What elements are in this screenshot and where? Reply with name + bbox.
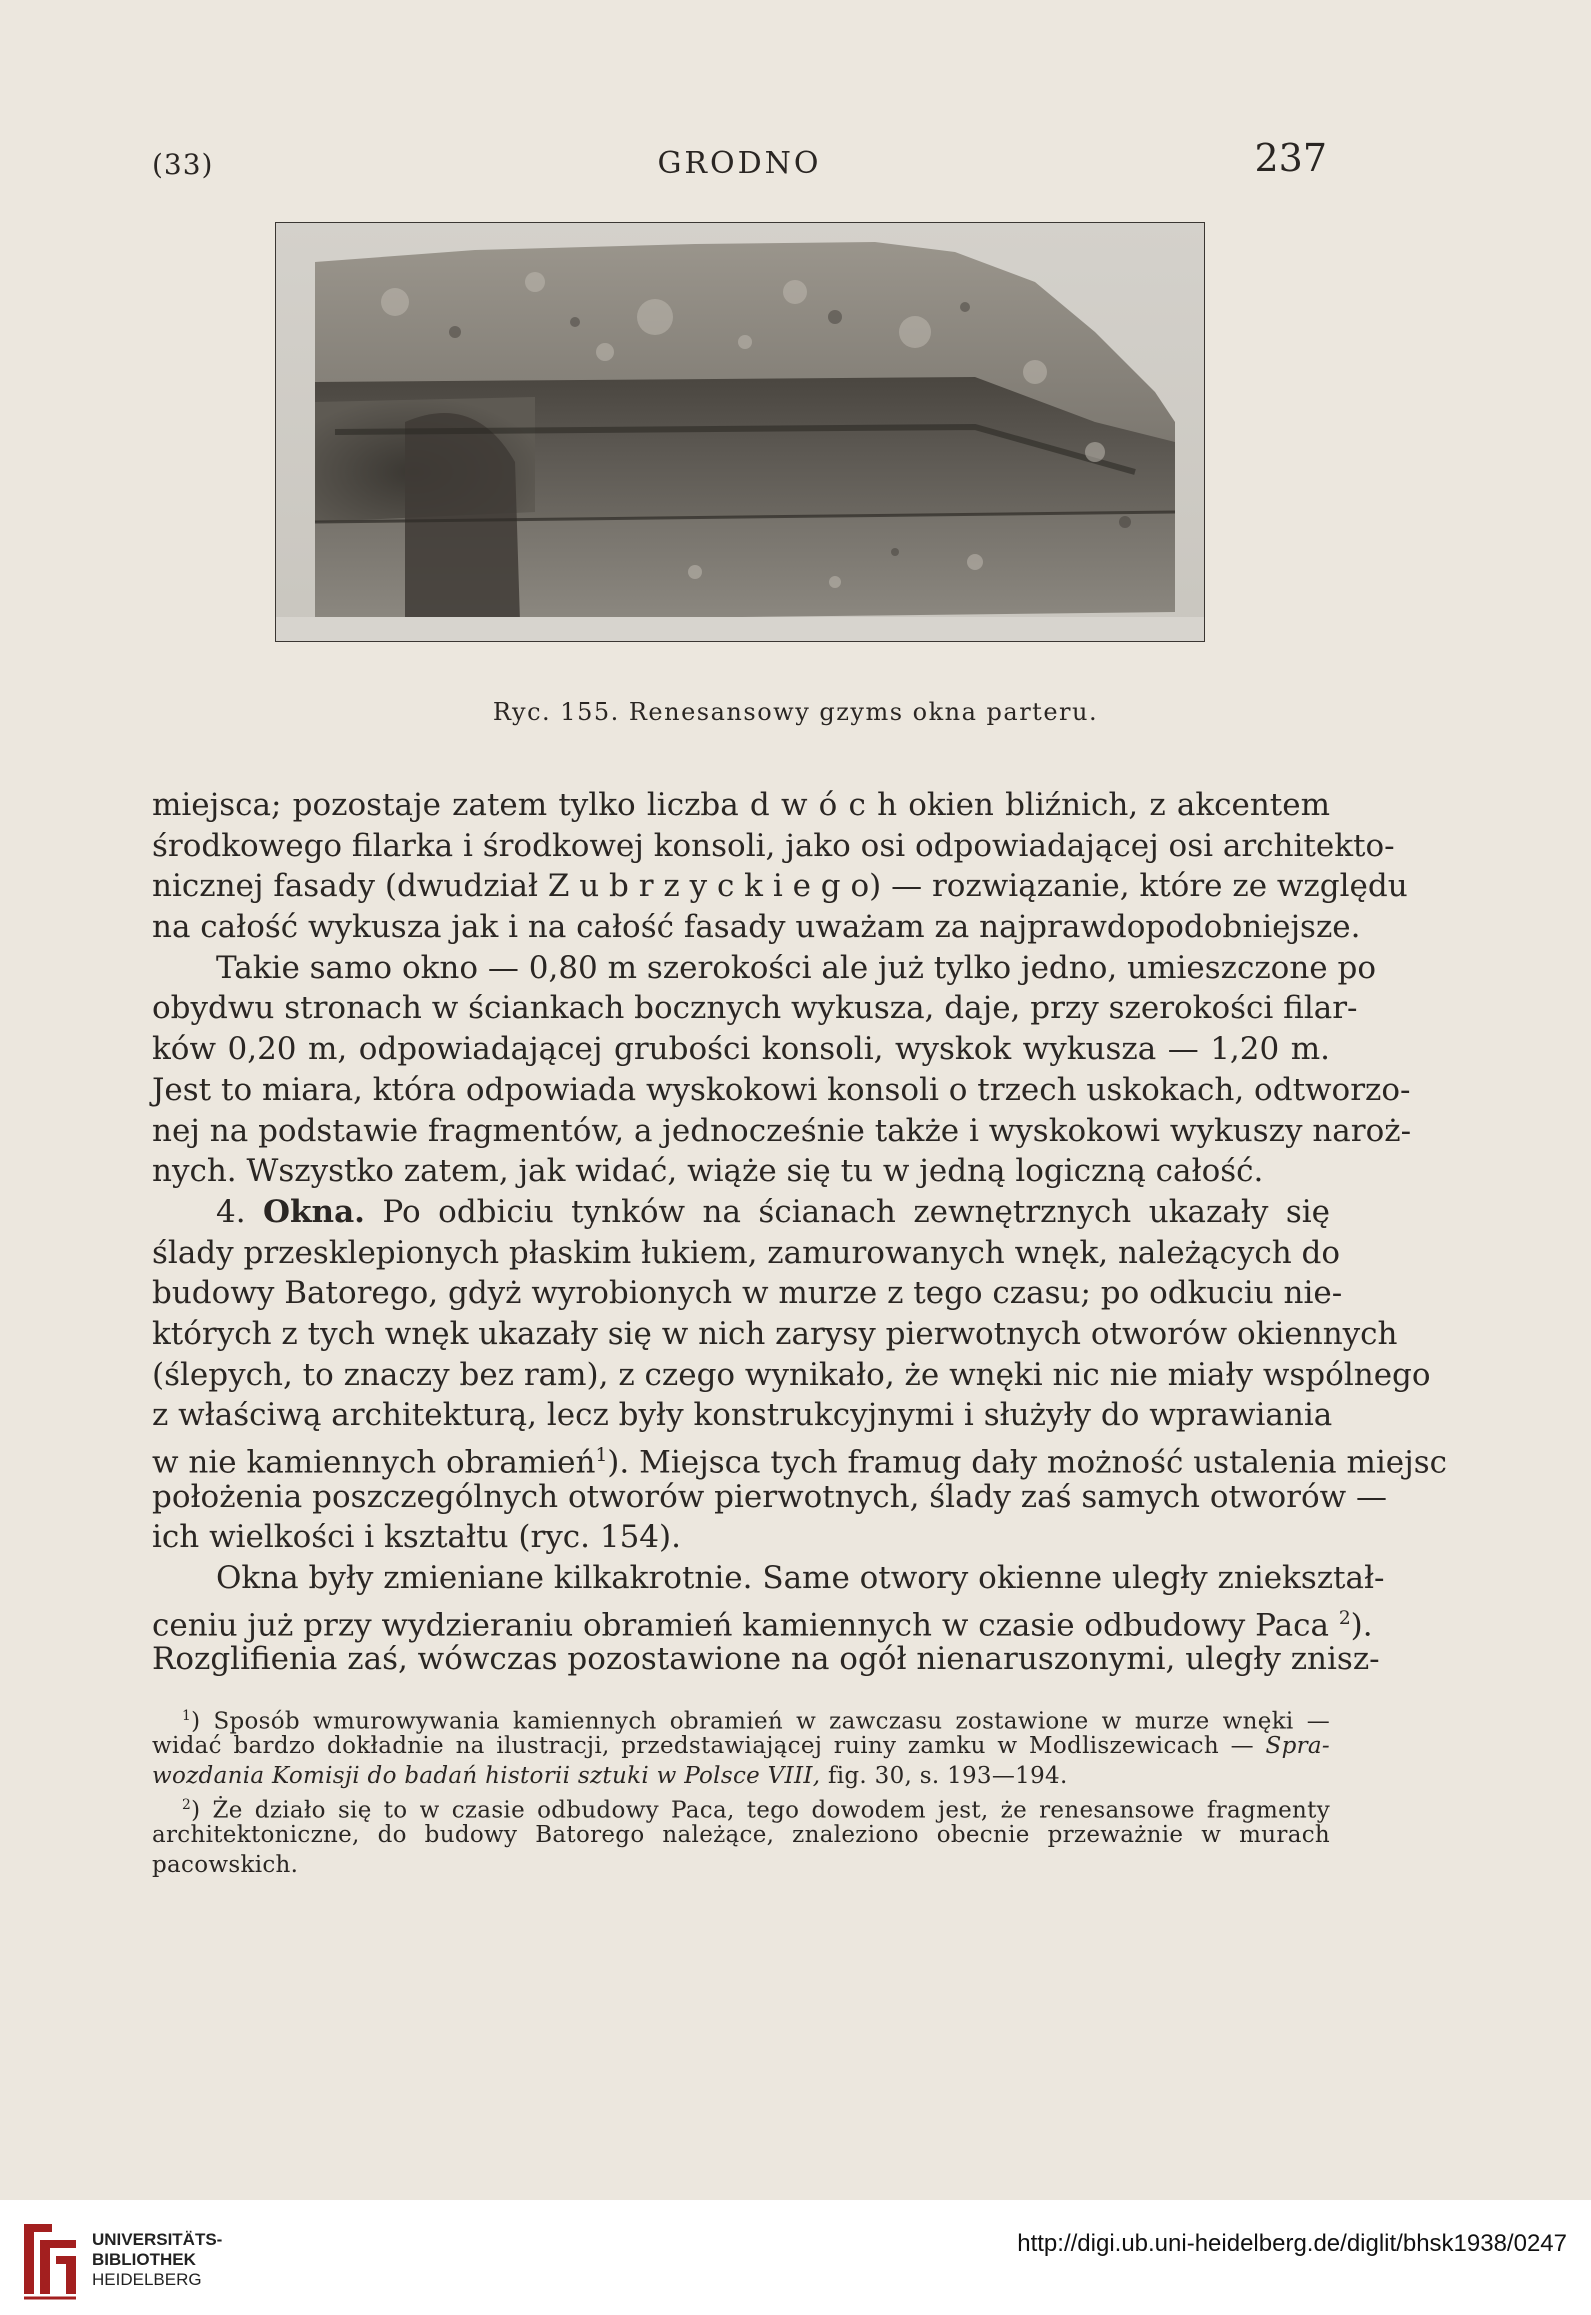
library-logo-icon (18, 2214, 82, 2304)
text-line: ślady przesklepionych płaskim łukiem, zamurowanych wnęk, należących do (152, 1234, 1341, 1271)
section-heading-line (152, 1192, 1330, 1233)
footnote-line: wozdania Komisji do badań historii sztuki w Polsce VIII, fig. 30, s. 193—194. (152, 1762, 1068, 1789)
text-line: na całość wykusza jak i na całość fasady uważam za najprawdopodobniejsze. (152, 909, 1361, 946)
section-number: 4. (216, 1193, 246, 1230)
library-name: UNIVERSITÄTS- BIBLIOTHEK HEIDELBERG (92, 2230, 223, 2289)
cornice-photo-image (275, 222, 1205, 642)
text-line: z właściwą architekturą, lecz były konstrukcyjnymi i służyły do wprawiania (152, 1397, 1333, 1434)
text-line: ków 0,20 m, odpowiadającej grubości konsoli, wyskok wykusza — 1,20 m. (152, 1031, 1330, 1068)
section-title: Okna. (263, 1193, 365, 1230)
footnote-line: architektoniczne, do budowy Batorego należące, znaleziono obecnie przeważnie w murach (152, 1822, 1330, 1849)
text-line: nych. Wszystko zatem, jak widać, wiąże się tu w jedną logiczną całość. (152, 1153, 1264, 1190)
text-line: nej na podstawie fragmentów, a jednocześnie także i wyskokowi wykuszy naroż- (152, 1112, 1412, 1149)
section-number: (33) (152, 148, 214, 181)
text-line: środkowego filarka i środkowej konsoli, jako osi odpowiadającej osi architekto- (152, 827, 1395, 864)
text-line: nicznej fasady (dwudział Z u b r z y c k i e g o) — rozwiązanie, które ze względu (152, 868, 1408, 905)
digitization-footer (0, 2200, 1591, 2315)
footnote-ref-1[interactable]: 1 (595, 1445, 608, 1466)
footnote-2: $^2$) Że działo się to w czasie odbudowy Paca, tego dowodem jest, że renesansowe fragmenty (182, 1797, 1330, 1825)
running-title: GRODNO (657, 146, 822, 181)
text-line: obydwu stronach w ściankach bocznych wykusza, daje, przy szerokości filar- (152, 990, 1358, 1027)
body-text (152, 785, 1448, 1680)
footnote-line: pacowskich. (152, 1851, 299, 1878)
running-head (152, 136, 1327, 186)
text-line: miejsca; pozostaje zatem tylko liczba d w ó c h okien bliźnich, z akcentem (152, 787, 1330, 823)
text-line: budowy Batorego, gdyż wyrobionych w murze z tego czasu; po odkuciu nie- (152, 1275, 1343, 1312)
text-line: ceniu już przy wydzieraniu obramień kamiennych w czasie odbudowy Paca $^2$). (152, 1607, 1373, 1644)
figure-caption: Ryc. 155. Renesansowy gzyms okna parteru. (492, 698, 1099, 726)
page-number: 237 (1254, 136, 1327, 180)
footnote-line: widać bardzo dokładnie na ilustracji, przedstawiającej ruiny zamku w Modliszewicach — Spra- (152, 1732, 1330, 1759)
source-url-link[interactable]: http://digi.ub.uni-heidelberg.de/diglit/bhsk1938/0247 (1017, 2230, 1567, 2257)
text-line: ich wielkości i kształtu (ryc. 154). (152, 1519, 681, 1556)
text-line: Takie samo okno — 0,80 m szerokości ale już tylko jedno, umieszczone po (216, 949, 1377, 986)
text-line: których z tych wnęk ukazały się w nich zarysy pierwotnych otworów okiennych (152, 1315, 1398, 1352)
footnote-1: $^1$) Sposób wmurowywania kamiennych obramień w zawczasu zostawione w murze wnęki — (182, 1708, 1330, 1735)
text-line: Jest to miara, która odpowiada wyskokowi konsoli o trzech uskokach, odtworzo- (152, 1071, 1411, 1108)
cornice-photograph (275, 222, 1205, 642)
text-line: (ślepych, to znaczy bez ram), z czego wynikało, że wnęki nic nie miały wspólnego (152, 1356, 1431, 1393)
footnotes (152, 1702, 1330, 1881)
footnote-ref-2[interactable]: 2 (1338, 1607, 1351, 1629)
text-line: w nie kamiennych obramień$^1$). Miejsca tych framug dały możność ustalenia miejsc (152, 1444, 1448, 1481)
text-line: położenia poszczególnych otworów pierwotnych, ślady zaś samych otworów — (152, 1478, 1388, 1515)
text-line: Okna były zmieniane kilkakrotnie. Same otwory okienne uległy zniekształ- (216, 1560, 1385, 1597)
text-line: Po odbiciu tynków na ścianach zewnętrznych ukazały się (382, 1193, 1330, 1230)
text-line: Rozglifienia zaś, wówczas pozostawione na ogół nienaruszonymi, uległy znisz- (152, 1641, 1380, 1678)
